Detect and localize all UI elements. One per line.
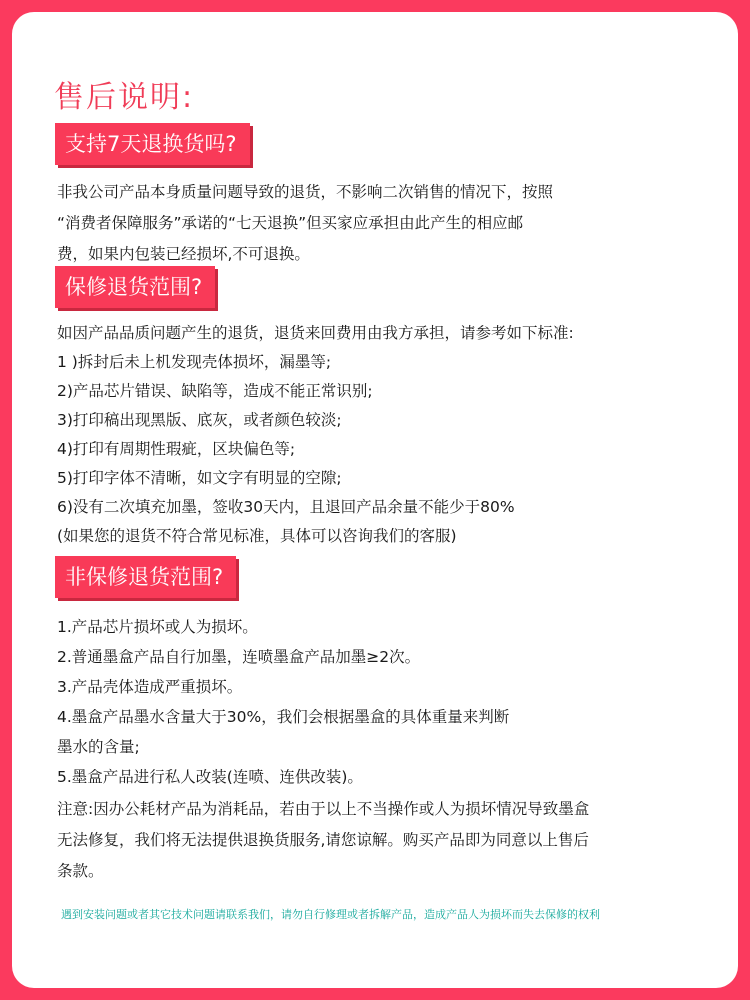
text-line: (如果您的退货不符合常见标准，具体可以咨询我们的客服) bbox=[57, 527, 457, 545]
section-heading-return-7days: 支持7天退换货吗? bbox=[55, 123, 250, 165]
list-item: 2)产品芯片错误、缺陷等，造成不能正常识别; bbox=[57, 382, 373, 400]
list-item: 6)没有二次填充加墨，签收30天内，且退回产品余量不能少于80% bbox=[57, 498, 515, 516]
section-body-non-warranty-scope bbox=[57, 612, 697, 792]
text-line: 非我公司产品本身质量问题导致的退货，不影响二次销售的情况下，按照 bbox=[57, 183, 554, 201]
notice-block bbox=[57, 794, 697, 887]
list-item: 5.墨盒产品进行私人改装(连喷、连供改装)。 bbox=[57, 768, 363, 786]
list-item: 3.产品壳体造成严重损坏。 bbox=[57, 678, 243, 696]
text-line: 墨水的含量; bbox=[57, 738, 140, 756]
text-line: 如因产品品质问题产生的退货，退货来回费用由我方承担，请参考如下标准: bbox=[57, 324, 574, 342]
section-body-warranty-scope bbox=[57, 319, 697, 551]
page-title: 售后说明: bbox=[54, 80, 195, 115]
list-item: 4.墨盒产品墨水含量大于30%，我们会根据墨盒的具体重量来判断 bbox=[57, 708, 510, 726]
list-item: 3)打印稿出现黑版、底灰，或者颜色较淡; bbox=[57, 411, 342, 429]
notice-line: 注意:因办公耗材产品为消耗品，若由于以上不当操作或人为损坏情况导致墨盒 bbox=[57, 800, 590, 818]
notice-line: 无法修复，我们将无法提供退换货服务,请您谅解。购买产品即为同意以上售后 bbox=[57, 831, 589, 849]
text-line: “消费者保障服务”承诺的“七天退换”但买家应承担由此产生的相应邮 bbox=[57, 214, 524, 232]
text-line: 费，如果内包装已经损坏,不可退换。 bbox=[57, 245, 310, 263]
notice-line: 条款。 bbox=[57, 862, 104, 880]
footer-note: 遇到安装问题或者其它技术问题请联系我们，请勿自行修理或者拆解产品，造成产品人为损坏而失去保修的权利 bbox=[61, 908, 600, 921]
list-item: 5)打印字体不清晰，如文字有明显的空隙; bbox=[57, 469, 342, 487]
section-heading-non-warranty-scope: 非保修退货范围? bbox=[55, 556, 236, 598]
section-heading-warranty-scope: 保修退货范围? bbox=[55, 266, 215, 308]
list-item: 1.产品芯片损坏或人为损坏。 bbox=[57, 618, 258, 636]
list-item: 1 )拆封后未上机发现壳体损坏，漏墨等; bbox=[57, 353, 332, 371]
section-body-return-7days bbox=[57, 177, 697, 270]
list-item: 4)打印有周期性瑕疵，区块偏色等; bbox=[57, 440, 296, 458]
list-item: 2.普通墨盒产品自行加墨，连喷墨盒产品加墨≥2次。 bbox=[57, 648, 421, 666]
